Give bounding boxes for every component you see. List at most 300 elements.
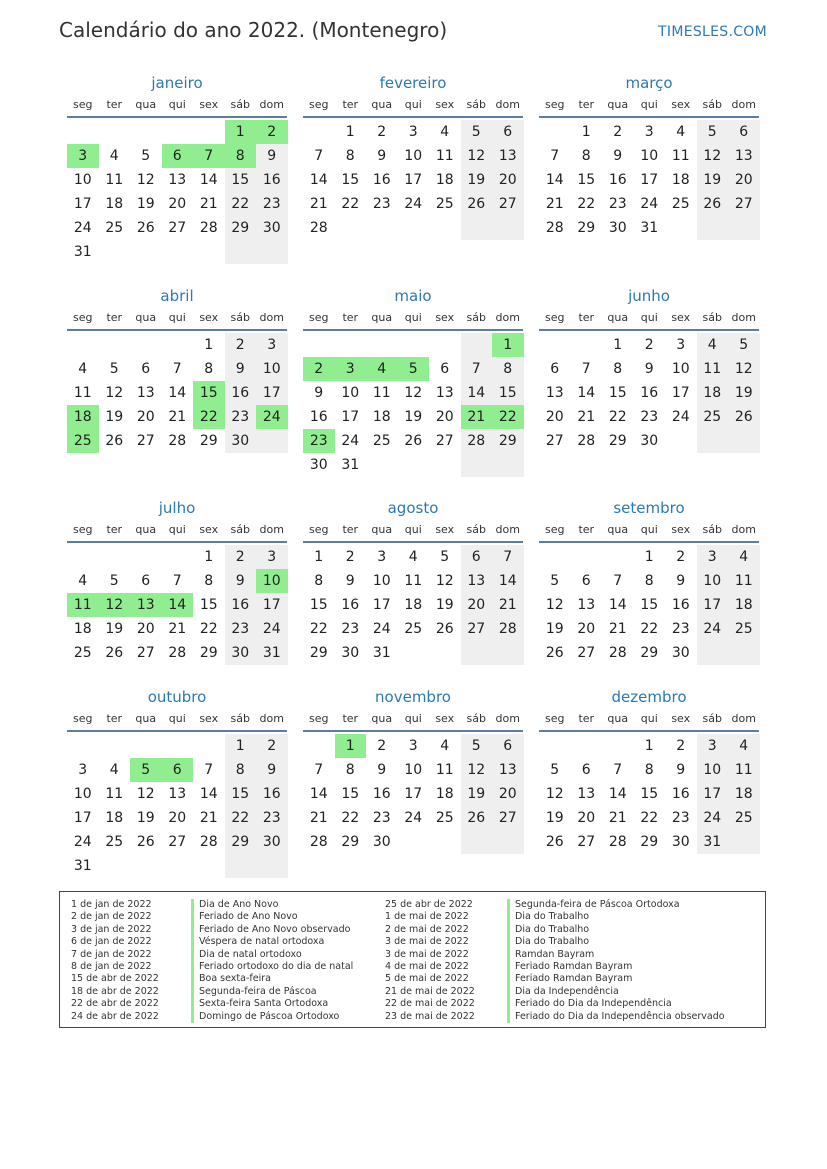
day-cell: 22	[341, 810, 360, 826]
day-cell: 26	[545, 834, 564, 850]
day-cell: 7	[492, 545, 524, 569]
page-title: Calendário do ano 2022. (Montenegro)	[59, 18, 448, 42]
weekday-label: sex	[199, 311, 219, 324]
day-grid	[539, 732, 759, 876]
day-cell: 9	[256, 758, 288, 782]
day-cell: 14	[199, 172, 218, 188]
day-cell: 23	[608, 196, 627, 212]
weekday-label: seg	[309, 311, 329, 324]
day-cell: 15	[608, 385, 627, 401]
day-cell: 9	[225, 357, 257, 381]
weekday-label: qua	[371, 523, 393, 536]
day-cell: 21	[577, 409, 596, 425]
day-cell: 19	[404, 409, 423, 425]
day-cell: 22	[225, 192, 257, 216]
weekend-empty-cell	[728, 641, 760, 665]
day-cell: 6	[492, 734, 524, 758]
day-grid	[67, 543, 287, 687]
legend-holiday-date: 25 de abr de 2022	[385, 899, 473, 910]
holiday-day-cell: 10	[256, 569, 288, 593]
day-cell: 13	[545, 385, 564, 401]
holiday-day-cell: 23	[303, 429, 335, 453]
weekday-label: seg	[73, 98, 93, 111]
day-cell: 29	[341, 834, 360, 850]
holiday-day-cell: 8	[225, 144, 257, 168]
day-cell: 1	[204, 337, 214, 353]
weekend-empty-cell	[461, 453, 493, 477]
weekday-label: sex	[199, 98, 219, 111]
day-cell: 21	[199, 810, 218, 826]
day-cell: 31	[341, 457, 360, 473]
day-cell: 31	[73, 858, 92, 874]
day-cell: 17	[404, 172, 423, 188]
day-cell: 4	[109, 148, 119, 164]
day-cell: 24	[341, 433, 360, 449]
day-cell: 17	[372, 597, 391, 613]
weekday-label: qui	[168, 523, 186, 536]
weekday-label: ter	[578, 523, 595, 536]
legend-holiday-date: 5 de mai de 2022	[385, 973, 469, 985]
day-cell: 29	[225, 830, 257, 854]
weekday-label: seg	[309, 98, 329, 111]
weekday-label: ter	[578, 311, 595, 324]
day-cell: 22	[608, 409, 627, 425]
legend-right-dates	[385, 899, 475, 1023]
day-cell: 29	[309, 645, 328, 661]
day-cell: 25	[372, 433, 391, 449]
day-cell: 5	[440, 549, 450, 565]
day-cell: 25	[697, 405, 729, 429]
legend-holiday-date: 22 de abr de 2022	[71, 998, 159, 1010]
day-cell: 23	[256, 806, 288, 830]
day-cell: 3	[256, 545, 288, 569]
day-cell: 21	[492, 593, 524, 617]
weekend-empty-cell	[728, 429, 760, 453]
month-dezembro	[539, 686, 759, 876]
day-cell: 26	[461, 192, 493, 216]
day-cell: 26	[697, 192, 729, 216]
day-cell: 18	[728, 593, 760, 617]
day-cell: 29	[225, 216, 257, 240]
month-maio	[303, 285, 523, 475]
day-cell: 9	[345, 573, 355, 589]
day-cell: 17	[256, 593, 288, 617]
day-cell: 17	[341, 409, 360, 425]
day-cell: 7	[613, 573, 623, 589]
weekend-empty-cell	[461, 830, 493, 854]
weekday-label: dom	[259, 311, 284, 324]
day-cell: 23	[225, 405, 257, 429]
day-grid	[539, 118, 759, 262]
day-cell: 3	[408, 738, 418, 754]
day-cell: 13	[577, 597, 596, 613]
day-cell: 6	[550, 361, 560, 377]
weekday-label: sáb	[702, 98, 722, 111]
day-cell: 21	[608, 810, 627, 826]
day-cell: 19	[105, 621, 124, 637]
day-cell: 24	[640, 196, 659, 212]
holiday-day-cell: 7	[193, 144, 225, 168]
weekday-label: dom	[731, 523, 756, 536]
legend-holiday-date: 7 de jan de 2022	[71, 948, 152, 960]
day-cell: 17	[73, 196, 92, 212]
day-cell: 27	[435, 433, 454, 449]
day-cell: 15	[577, 172, 596, 188]
legend-holiday-name: Feriado Ramdan Bayram	[507, 973, 725, 985]
holiday-day-cell: 1	[335, 734, 367, 758]
day-cell: 25	[73, 645, 92, 661]
holiday-day-cell: 15	[193, 381, 225, 405]
day-cell: 16	[341, 597, 360, 613]
day-cell: 12	[461, 758, 493, 782]
brand-link[interactable]: TIMESLES.COM	[658, 24, 767, 40]
month-name: junho	[628, 287, 670, 305]
day-grid	[539, 543, 759, 687]
weekday-header	[539, 307, 759, 331]
day-cell: 13	[168, 786, 187, 802]
day-cell: 4	[408, 549, 418, 565]
legend-left-names	[191, 899, 353, 1023]
day-cell: 1	[345, 124, 355, 140]
legend-holiday-name: Feriado Ramdan Bayram	[507, 961, 725, 973]
holiday-day-cell: 5	[130, 758, 162, 782]
day-cell: 10	[73, 786, 92, 802]
day-cell: 7	[204, 762, 214, 778]
day-cell: 28	[492, 617, 524, 641]
day-cell: 20	[492, 168, 524, 192]
day-cell: 23	[341, 621, 360, 637]
day-cell: 6	[581, 573, 591, 589]
day-cell: 16	[640, 385, 659, 401]
day-cell: 29	[199, 433, 218, 449]
day-cell: 2	[225, 545, 257, 569]
day-cell: 20	[577, 810, 596, 826]
day-grid	[539, 331, 759, 475]
day-cell: 20	[136, 409, 155, 425]
weekday-label: seg	[545, 311, 565, 324]
day-cell: 16	[671, 786, 690, 802]
weekday-label: sex	[435, 523, 455, 536]
weekend-empty-cell	[461, 333, 493, 357]
legend-holiday-date: 3 de mai de 2022	[385, 948, 469, 960]
weekday-label: qui	[168, 98, 186, 111]
day-cell: 18	[105, 196, 124, 212]
day-cell: 20	[435, 409, 454, 425]
legend-holiday-name: Feriado ortodoxo do dia de natal	[191, 961, 353, 973]
day-grid	[67, 118, 287, 262]
day-cell: 11	[728, 758, 760, 782]
day-cell: 26	[404, 433, 423, 449]
holiday-day-cell: 14	[162, 593, 194, 617]
legend-holiday-name: Domingo de Páscoa Ortodoxo	[191, 1011, 353, 1023]
weekday-header	[67, 708, 287, 732]
day-grid	[303, 331, 523, 475]
weekday-label: qua	[135, 712, 157, 725]
day-cell: 14	[168, 385, 187, 401]
day-cell: 7	[172, 361, 182, 377]
day-cell: 4	[109, 762, 119, 778]
weekday-label: sex	[671, 311, 691, 324]
weekend-empty-cell	[256, 240, 288, 264]
day-cell: 17	[640, 172, 659, 188]
day-cell: 28	[199, 220, 218, 236]
day-cell: 6	[141, 361, 151, 377]
day-cell: 27	[577, 645, 596, 661]
legend-holiday-name: Dia de Ano Novo	[191, 899, 353, 911]
day-cell: 28	[577, 433, 596, 449]
legend-holiday-date: 4 de mai de 2022	[385, 960, 469, 972]
day-cell: 28	[545, 220, 564, 236]
weekday-header	[67, 519, 287, 543]
day-cell: 6	[728, 120, 760, 144]
day-cell: 11	[73, 385, 92, 401]
legend-holiday-name: Boa sexta-feira	[191, 973, 353, 985]
day-cell: 10	[697, 569, 729, 593]
day-cell: 16	[256, 168, 288, 192]
weekend-empty-cell	[492, 216, 524, 240]
day-cell: 11	[671, 148, 690, 164]
holiday-legend	[59, 891, 766, 1028]
weekday-label: sex	[435, 712, 455, 725]
day-cell: 25	[105, 220, 124, 236]
day-cell: 8	[613, 361, 623, 377]
day-cell: 4	[697, 333, 729, 357]
weekday-header	[67, 94, 287, 118]
day-cell: 3	[644, 124, 654, 140]
legend-holiday-date: 2 de jan de 2022	[71, 911, 152, 923]
day-cell: 19	[136, 196, 155, 212]
day-cell: 31	[372, 645, 391, 661]
day-cell: 9	[314, 385, 324, 401]
day-cell: 12	[545, 786, 564, 802]
legend-holiday-date: 23 de mai de 2022	[385, 1010, 475, 1022]
day-cell: 17	[404, 786, 423, 802]
day-cell: 7	[613, 762, 623, 778]
day-cell: 22	[341, 196, 360, 212]
month-name: fevereiro	[379, 74, 447, 92]
weekend-empty-cell	[256, 429, 288, 453]
day-cell: 13	[168, 172, 187, 188]
day-cell: 14	[577, 385, 596, 401]
weekday-header	[303, 307, 523, 331]
day-cell: 4	[728, 734, 760, 758]
day-cell: 17	[73, 810, 92, 826]
day-cell: 9	[644, 361, 654, 377]
day-cell: 17	[256, 381, 288, 405]
day-cell: 7	[550, 148, 560, 164]
day-cell: 7	[581, 361, 591, 377]
month-janeiro	[67, 72, 287, 262]
day-cell: 29	[577, 220, 596, 236]
day-cell: 27	[168, 220, 187, 236]
day-cell: 9	[256, 144, 288, 168]
day-cell: 18	[404, 597, 423, 613]
day-cell: 21	[199, 196, 218, 212]
holiday-day-cell: 22	[492, 405, 524, 429]
day-cell: 27	[492, 806, 524, 830]
day-cell: 22	[640, 810, 659, 826]
day-cell: 22	[225, 806, 257, 830]
day-cell: 11	[435, 148, 454, 164]
day-cell: 8	[225, 758, 257, 782]
day-cell: 14	[199, 786, 218, 802]
day-cell: 30	[341, 645, 360, 661]
day-cell: 13	[136, 385, 155, 401]
legend-holiday-name: Segunda-feira de Páscoa Ortodoxa	[507, 899, 725, 911]
weekday-label: qui	[640, 311, 658, 324]
weekday-label: qua	[607, 98, 629, 111]
day-cell: 13	[577, 786, 596, 802]
day-grid	[67, 732, 287, 876]
day-cell: 30	[608, 220, 627, 236]
month-name: março	[625, 74, 673, 92]
weekday-label: seg	[545, 712, 565, 725]
month-fevereiro	[303, 72, 523, 262]
day-cell: 4	[728, 545, 760, 569]
weekday-label: sáb	[466, 523, 486, 536]
legend-holiday-name: Dia do Trabalho	[507, 924, 725, 936]
day-cell: 26	[105, 645, 124, 661]
day-cell: 9	[676, 762, 686, 778]
day-cell: 9	[676, 573, 686, 589]
weekday-label: qua	[607, 712, 629, 725]
day-cell: 27	[728, 192, 760, 216]
day-cell: 14	[309, 786, 328, 802]
day-cell: 20	[136, 621, 155, 637]
weekday-label: ter	[578, 98, 595, 111]
day-cell: 3	[408, 124, 418, 140]
day-cell: 30	[309, 457, 328, 473]
day-cell: 8	[314, 573, 324, 589]
weekday-label: seg	[309, 712, 329, 725]
day-cell: 23	[671, 810, 690, 826]
day-cell: 26	[461, 806, 493, 830]
day-cell: 14	[461, 381, 493, 405]
weekend-empty-cell	[225, 240, 257, 264]
month-novembro	[303, 686, 523, 876]
day-cell: 11	[105, 172, 124, 188]
day-cell: 6	[440, 361, 450, 377]
day-cell: 23	[372, 810, 391, 826]
day-cell: 28	[608, 645, 627, 661]
day-cell: 16	[372, 786, 391, 802]
day-cell: 24	[404, 810, 423, 826]
day-cell: 10	[671, 361, 690, 377]
day-cell: 11	[728, 569, 760, 593]
day-cell: 9	[613, 148, 623, 164]
day-cell: 19	[545, 810, 564, 826]
weekday-label: ter	[106, 311, 123, 324]
legend-holiday-date: 24 de abr de 2022	[71, 1010, 159, 1022]
day-cell: 16	[372, 172, 391, 188]
day-cell: 12	[105, 385, 124, 401]
month-junho	[539, 285, 759, 475]
day-cell: 29	[492, 429, 524, 453]
day-cell: 6	[492, 120, 524, 144]
day-cell: 27	[577, 834, 596, 850]
weekday-label: seg	[73, 523, 93, 536]
day-cell: 28	[168, 645, 187, 661]
holiday-day-cell: 5	[398, 357, 430, 381]
day-cell: 14	[309, 172, 328, 188]
day-cell: 25	[728, 617, 760, 641]
day-cell: 12	[136, 172, 155, 188]
day-cell: 9	[377, 148, 387, 164]
weekday-label: qui	[168, 311, 186, 324]
weekday-label: ter	[106, 712, 123, 725]
weekday-label: qui	[640, 98, 658, 111]
holiday-day-cell: 3	[335, 357, 367, 381]
day-cell: 26	[136, 834, 155, 850]
day-cell: 19	[697, 168, 729, 192]
day-cell: 3	[377, 549, 387, 565]
day-cell: 8	[644, 573, 654, 589]
day-cell: 29	[608, 433, 627, 449]
day-cell: 21	[309, 196, 328, 212]
day-cell: 28	[199, 834, 218, 850]
day-cell: 25	[435, 810, 454, 826]
day-cell: 14	[608, 597, 627, 613]
day-cell: 18	[671, 172, 690, 188]
month-name: outubro	[147, 688, 207, 706]
day-cell: 12	[697, 144, 729, 168]
day-cell: 14	[545, 172, 564, 188]
day-cell: 15	[225, 782, 257, 806]
day-cell: 11	[404, 573, 423, 589]
day-cell: 1	[613, 337, 623, 353]
day-cell: 28	[608, 834, 627, 850]
legend-holiday-name: Dia de natal ortodoxo	[191, 949, 353, 961]
day-cell: 19	[461, 782, 493, 806]
day-cell: 18	[697, 381, 729, 405]
legend-right-names	[507, 899, 725, 1023]
day-cell: 23	[671, 621, 690, 637]
day-cell: 25	[728, 806, 760, 830]
day-cell: 18	[105, 810, 124, 826]
day-grid	[67, 331, 287, 475]
day-cell: 10	[404, 148, 423, 164]
day-cell: 3	[697, 545, 729, 569]
day-cell: 12	[728, 357, 760, 381]
weekday-label: sex	[435, 311, 455, 324]
weekday-label: sex	[199, 712, 219, 725]
day-cell: 15	[640, 597, 659, 613]
weekday-label: qua	[135, 523, 157, 536]
holiday-day-cell: 13	[130, 593, 162, 617]
day-cell: 30	[225, 641, 257, 665]
weekday-label: ter	[342, 523, 359, 536]
day-cell: 6	[141, 573, 151, 589]
day-cell: 14	[492, 569, 524, 593]
weekday-label: qua	[607, 311, 629, 324]
weekday-label: seg	[545, 523, 565, 536]
day-cell: 14	[608, 786, 627, 802]
day-cell: 2	[377, 738, 387, 754]
day-cell: 13	[492, 758, 524, 782]
holiday-day-cell: 22	[193, 405, 225, 429]
day-cell: 26	[545, 645, 564, 661]
weekend-empty-cell	[492, 830, 524, 854]
day-cell: 27	[136, 645, 155, 661]
day-cell: 10	[697, 758, 729, 782]
weekday-label: dom	[731, 98, 756, 111]
day-cell: 19	[136, 810, 155, 826]
legend-holiday-name: Dia da Independência	[507, 986, 725, 998]
legend-holiday-name: Ramdan Bayram	[507, 949, 725, 961]
weekday-label: qua	[371, 98, 393, 111]
day-cell: 15	[341, 786, 360, 802]
legend-holiday-name: Feriado de Ano Novo observado	[191, 924, 353, 936]
